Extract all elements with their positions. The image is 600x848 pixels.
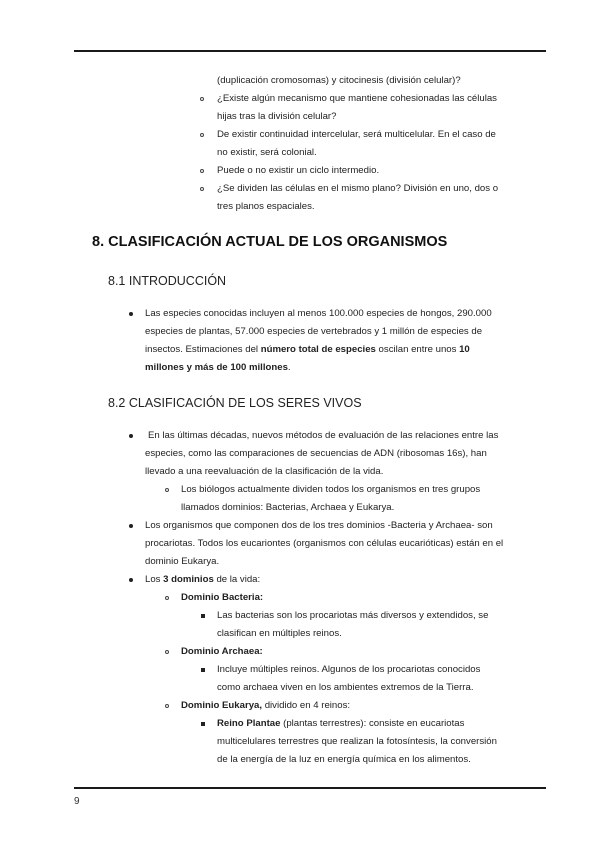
paragraph-line: Las bacterias son los procariotas más diversos y extendidos, se [217, 610, 489, 621]
bullet-icon [129, 312, 133, 316]
paragraph-line: Los organismos que componen dos de los tres dominios -Bacteria y Archaea- son [145, 520, 493, 531]
bullet-icon [129, 578, 133, 582]
paragraph-line: Incluye múltiples reinos. Algunos de los procariotas conocidos [217, 664, 481, 675]
paragraph-line: de la energía de la luz en energía química en los alimentos. [217, 754, 471, 765]
paragraph-line: como archaea viven en los ambientes extremos de la Tierra. [217, 682, 474, 693]
square-bullet-icon [201, 722, 205, 726]
list-line: Puede o no existir un ciclo intermedio. [217, 165, 380, 176]
square-bullet-icon [201, 668, 205, 672]
subsection-heading: 8.1 INTRODUCCIÓN [108, 274, 227, 288]
square-bullet-icon [201, 614, 205, 618]
subsection-heading: 8.2 CLASIFICACIÓN DE LOS SERES VIVOS [108, 396, 362, 410]
section-heading: 8. CLASIFICACIÓN ACTUAL DE LOS ORGANISMOS [92, 234, 448, 250]
paragraph-line: especies de plantas, 57.000 especies de vertebrados y 1 millón de especies de [145, 326, 483, 337]
paragraph-line: En las últimas décadas, nuevos métodos de evaluación de las relaciones entre las [148, 430, 499, 441]
header-rule [74, 50, 546, 52]
circle-bullet-icon [165, 596, 169, 600]
list-line: De existir continuidad intercelular, será multicelular. En el caso de [217, 129, 496, 140]
paragraph-line: insectos. Estimaciones del número total de especies oscilan entre unos 10 [145, 344, 470, 355]
paragraph-line: Dominio Archaea: [181, 646, 263, 657]
paragraph-line: llamados dominios: Bacterias, Archaea y Eukarya. [181, 502, 395, 513]
circle-bullet-icon [200, 169, 204, 173]
paragraph-line: clasifican en múltiples reinos. [217, 628, 342, 639]
circle-bullet-icon [165, 650, 169, 654]
list-line: ¿Existe algún mecanismo que mantiene cohesionadas las células [217, 93, 497, 104]
paragraph-line: Dominio Bacteria: [181, 592, 264, 603]
paragraph-line: Dominio Eukarya, dividido en 4 reinos: [181, 700, 351, 711]
circle-bullet-icon [165, 704, 169, 708]
list-line: hijas tras la división celular? [217, 111, 337, 122]
paragraph-line: Los biólogos actualmente dividen todos los organismos en tres grupos [181, 484, 481, 495]
list-line: ¿Se dividen las células en el mismo plano? División en uno, dos o [217, 183, 499, 194]
bullet-icon [129, 434, 133, 438]
circle-bullet-icon [200, 97, 204, 101]
paragraph-line: procariotas. Todos los eucariontes (organismos con células eucarióticas) están en el [145, 538, 504, 549]
page-number: 9 [74, 796, 80, 807]
list-line: tres planos espaciales. [217, 201, 315, 212]
paragraph-line: Los 3 dominios de la vida: [145, 574, 261, 585]
footer-rule [74, 787, 546, 789]
list-line: no existir, será colonial. [217, 147, 317, 158]
paragraph-line: millones y más de 100 millones. [145, 362, 291, 373]
bullet-icon [129, 524, 133, 528]
paragraph-line: Las especies conocidas incluyen al menos 100.000 especies de hongos, 290.000 [145, 308, 492, 319]
paragraph-line: dominio Eukarya. [145, 556, 220, 567]
list-line: (duplicación cromosomas) y citocinesis (división celular)? [217, 75, 461, 86]
circle-bullet-icon [200, 187, 204, 191]
circle-bullet-icon [200, 133, 204, 137]
paragraph-line: llevado a una reevaluación de la clasificación de la vida. [145, 466, 384, 477]
paragraph-line: Reino Plantae (plantas terrestres): consiste en eucariotas [217, 718, 465, 729]
paragraph-line: multicelulares terrestres que realizan la fotosíntesis, la conversión [217, 736, 497, 747]
paragraph-line: especies, como las comparaciones de secuencias de ADN (ribosomas 16s), han [145, 448, 487, 459]
circle-bullet-icon [165, 488, 169, 492]
